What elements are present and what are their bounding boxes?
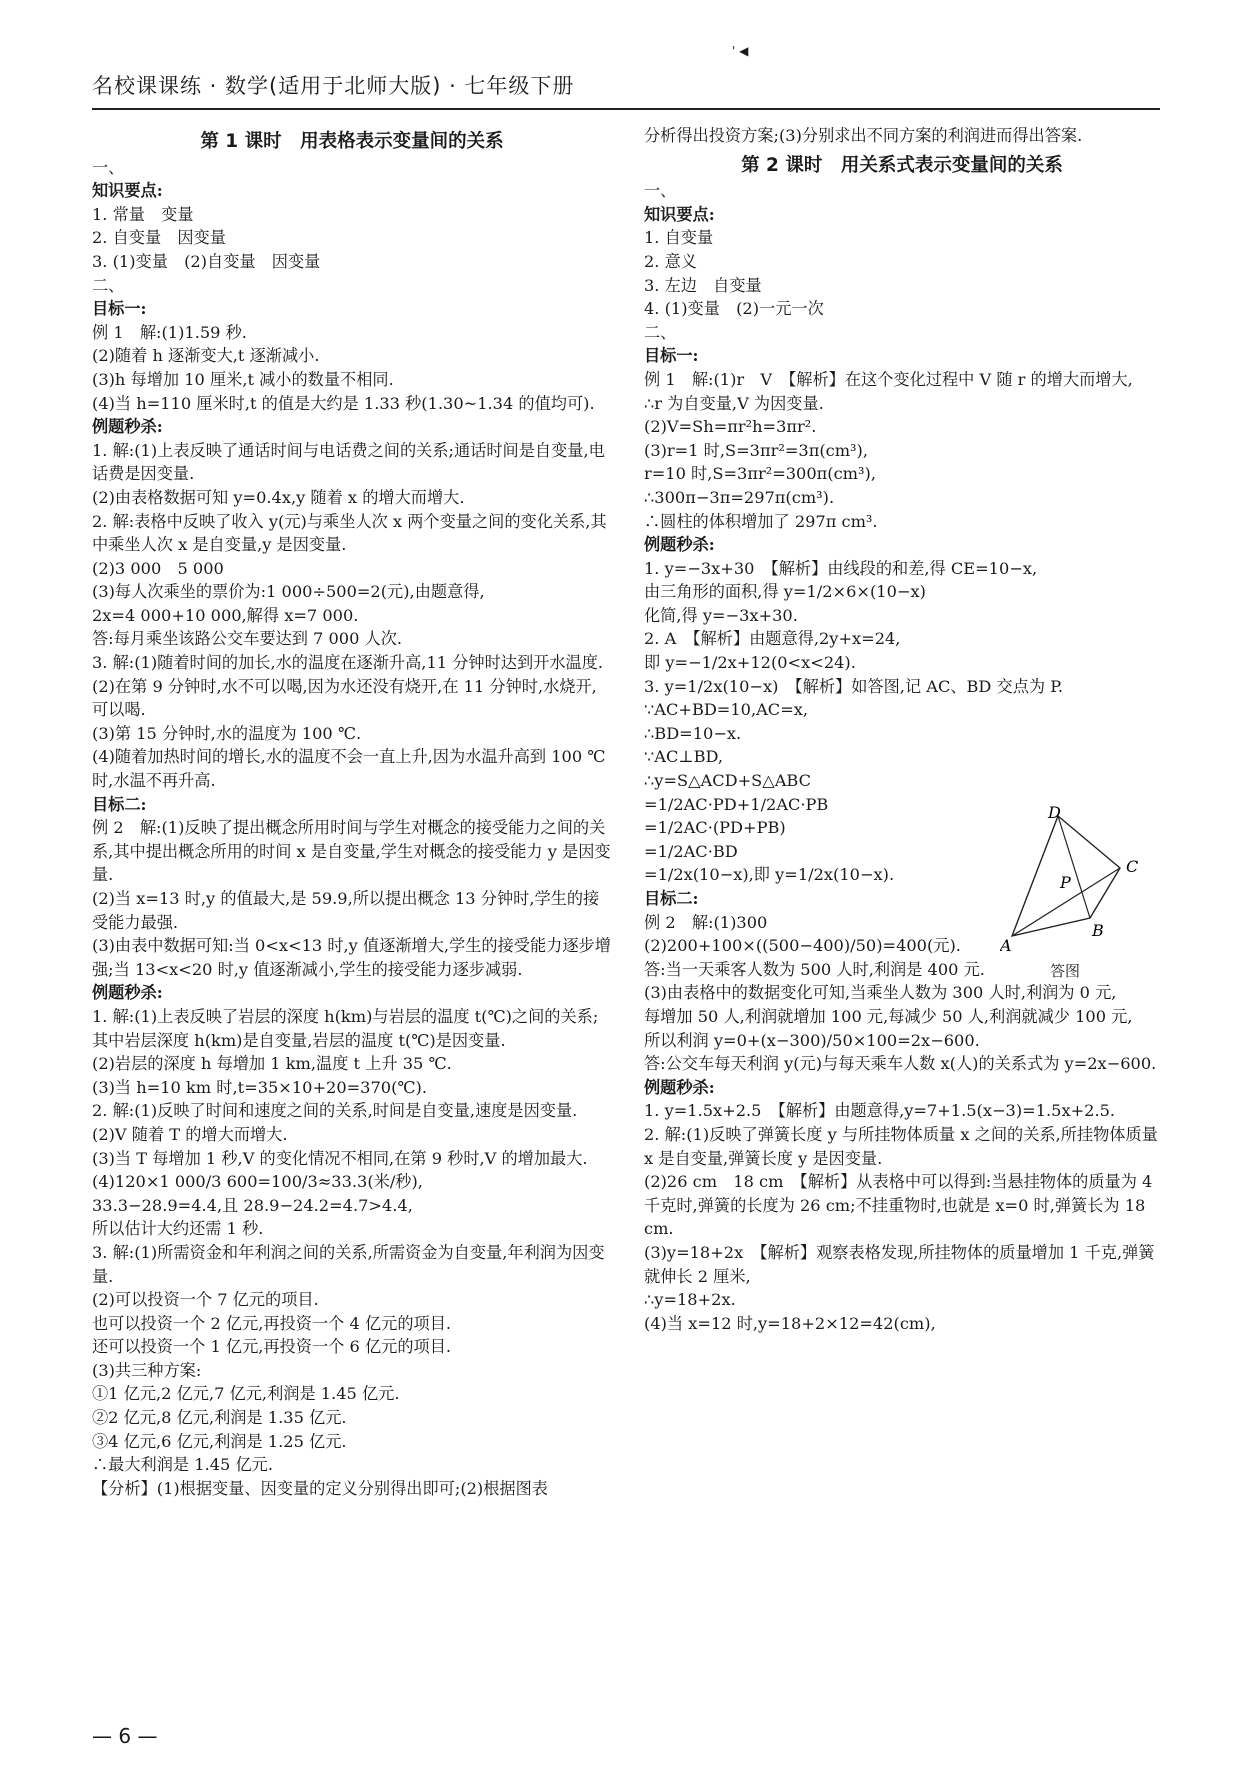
answer-line: 【分析】(1)根据变量、因变量的定义分别得出即可;(2)根据图表 — [92, 1478, 548, 1498]
answer-line: (3)h 每增加 10 厘米,t 减小的数量不相同. — [92, 369, 394, 389]
answer-line: (2)在第 9 分钟时,水不可以喝,因为水还没有烧开,在 11 分钟时,水烧开,可以喝. — [92, 676, 597, 720]
answer-line: 3. 解:(1)所需资金和年利润之间的关系,所需资金为自变量,年利润为因变量. — [92, 1242, 605, 1286]
answer-line: 例 2 解:(1)反映了提出概念所用时间与学生对概念的接受能力之间的关系,其中提出概念所用的时间 x 是自变量,学生对概念的接受能力 y 是因变量. — [92, 818, 611, 885]
answer-line: 例 1 解:(1)1.59 秒. — [92, 322, 247, 342]
label-p: P — [1060, 873, 1071, 892]
subheading: 例题秒杀: — [92, 983, 163, 1003]
answer-line: (4)当 h=110 厘米时,t 的值是大约是 1.33 秒(1.30~1.34 的值均可). — [92, 393, 595, 413]
diagonal-bd — [1058, 816, 1090, 918]
answer-line: (2)可以投资一个 7 亿元的项目. — [92, 1290, 319, 1310]
answer-line: (4)随着加热时间的增长,水的温度不会一直上升,因为水温升高到 100 ℃时,水温不再升高. — [92, 747, 606, 791]
answer-line: 答:当一天乘客人数为 500 人时,利润是 400 元. — [644, 959, 985, 979]
answer-figure — [1000, 806, 1160, 976]
answer-line: (4)120×1 000/3 600=100/3≈33.3(米/秒), — [92, 1172, 423, 1192]
right-column — [644, 124, 1160, 1335]
subheading: 目标二: — [644, 889, 699, 908]
answer-line: 2. 意义 — [644, 251, 697, 271]
header-marks: ' ◀ — [732, 44, 749, 58]
answer-line: 一、 — [644, 181, 677, 201]
answer-line: 所以利润 y=0+(x−300)/50×100=2x−600. — [644, 1030, 980, 1050]
answer-line: 即 y=−1/2x+12(0<x<24). — [644, 653, 856, 673]
answer-line: ∴300π−3π=297π(cm³). — [644, 487, 835, 507]
answer-line: =1/2AC·(PD+PB) — [644, 818, 786, 838]
figure-caption: 答图 — [1050, 962, 1081, 980]
label-b: B — [1092, 921, 1104, 940]
answer-line: (3)r=1 时,S=3πr²=3π(cm³), — [644, 440, 869, 460]
answer-line: (3)共三种方案: — [92, 1360, 202, 1380]
subheading: 例题秒杀: — [92, 417, 163, 437]
answer-line: 二、 — [92, 275, 125, 295]
answer-line: ∴y=S△ACD+S△ABC — [644, 771, 811, 791]
answer-line: ∵AC+BD=10,AC=x, — [644, 700, 809, 720]
answer-line: (2)200+100×((500−400)/50)=400(元). — [644, 936, 961, 956]
answer-line: 2x=4 000+10 000,解得 x=7 000. — [92, 605, 359, 625]
header-title: 名校课课练 · 数学(适用于北师大版) · 七年级下册 — [92, 74, 575, 98]
answer-line: (3)第 15 分钟时,水的温度为 100 ℃. — [92, 723, 362, 743]
answer-line: 也可以投资一个 2 亿元,再投资一个 4 亿元的项目. — [92, 1313, 452, 1333]
subheading: 目标二: — [92, 794, 147, 814]
subheading: 例题秒杀: — [644, 1077, 715, 1097]
section-title: 第 1 课时 用表格表示变量间的关系 — [200, 131, 504, 152]
answer-line: ∴圆柱的体积增加了 297π cm³. — [644, 511, 878, 531]
answer-line: 1. 常量 变量 — [92, 204, 194, 224]
answer-line: (3)y=18+2x 【解析】观察表格发现,所挂物体的质量增加 1 千克,弹簧就伸长 2 厘米, — [644, 1242, 1155, 1286]
answer-line: 每增加 50 人,利润就增加 100 元,每减少 50 人,利润就减少 100 元, — [644, 1006, 1133, 1026]
answer-line: 二、 — [644, 322, 677, 342]
answer-line: 2. 自变量 因变量 — [92, 228, 226, 248]
answer-line: 1. 解:(1)上表反映了通话时间与电话费之间的关系;通话时间是自变量,电话费是因变量. — [92, 440, 605, 484]
answer-line: 答:每月乘坐该路公交车要达到 7 000 人次. — [92, 629, 403, 649]
answer-line: ③4 亿元,6 亿元,利润是 1.25 亿元. — [92, 1431, 347, 1451]
label-c: C — [1126, 857, 1139, 876]
label-d: D — [1048, 806, 1061, 822]
answer-line: 4. (1)变量 (2)一元一次 — [644, 299, 824, 319]
answer-line: =1/2AC·BD — [644, 841, 738, 861]
answer-line: 由三角形的面积,得 y=1/2×6×(10−x) — [644, 582, 926, 602]
answer-line: (4)当 x=12 时,y=18+2×12=42(cm), — [644, 1313, 936, 1333]
left-column — [92, 124, 612, 1500]
answer-line: ∴y=18+2x. — [644, 1290, 736, 1310]
answer-line: ①1 亿元,2 亿元,7 亿元,利润是 1.45 亿元. — [92, 1384, 400, 1404]
answer-line: (3)当 h=10 km 时,t=35×10+20=370(℃). — [92, 1077, 427, 1097]
answer-line: 2. 解:(1)反映了时间和速度之间的关系,时间是自变量,速度是因变量. — [92, 1101, 578, 1121]
answer-line: (2)26 cm 18 cm 【解析】从表格中可以得到:当悬挂物体的质量为 4 千克时,弹簧的长度为 26 cm;不挂重物时,也就是 x=0 时,弹簧长为 18 cm. — [644, 1172, 1153, 1239]
answer-line: 化简,得 y=−3x+30. — [644, 605, 798, 625]
answer-line: 一、 — [92, 157, 125, 177]
answer-line: 2. 解:表格中反映了收入 y(元)与乘坐人次 x 两个变量之间的变化关系,其中乘坐人次 x 是自变量,y 是因变量. — [92, 511, 607, 555]
answer-line: 例 2 解:(1)300 — [644, 912, 768, 932]
subheading: 知识要点: — [92, 181, 163, 201]
answer-line: 1. y=1.5x+2.5 【解析】由题意得,y=7+1.5(x−3)=1.5x+2.5. — [644, 1101, 1116, 1121]
answer-line: 1. y=−3x+30 【解析】由线段的和差,得 CE=10−x, — [644, 558, 1038, 578]
answer-line: (2)岩层的深度 h 每增加 1 km,温度 t 上升 35 ℃. — [92, 1054, 452, 1074]
answer-line: r=10 时,S=3πr²=300π(cm³), — [644, 464, 876, 484]
answer-line: ∵AC⊥BD, — [644, 747, 724, 767]
subheading: 例题秒杀: — [644, 535, 715, 555]
answer-line: 2. 解:(1)反映了弹簧长度 y 与所挂物体质量 x 之间的关系,所挂物体质量 x 是自变量,弹簧长度 y 是因变量. — [644, 1124, 1158, 1168]
answer-line: 3. (1)变量 (2)自变量 因变量 — [92, 251, 321, 271]
answer-line: (2)随着 h 逐渐变大,t 逐渐减小. — [92, 346, 320, 366]
answer-line: =1/2AC·PD+1/2AC·PB — [644, 794, 829, 814]
answer-line: 还可以投资一个 1 亿元,再投资一个 6 亿元的项目. — [92, 1337, 452, 1357]
section-title: 第 2 课时 用关系式表示变量间的关系 — [741, 154, 1063, 176]
subheading: 目标一: — [92, 299, 147, 319]
quadrilateral-diagram — [1000, 806, 1160, 956]
answer-line: (3)每人次乘坐的票价为:1 000÷500=2(元),由题意得, — [92, 582, 485, 602]
answer-line: ②2 亿元,8 亿元,利润是 1.35 亿元. — [92, 1408, 347, 1428]
answer-line: 3. 左边 自变量 — [644, 275, 762, 295]
answer-line: 分析得出投资方案;(3)分别求出不同方案的利润进而得出答案. — [644, 126, 1083, 145]
answer-line: (2)当 x=13 时,y 的值最大,是 59.9,所以提出概念 13 分钟时,学生的接受能力最强. — [92, 889, 600, 932]
page-header — [92, 44, 1160, 110]
answer-line: 33.3−28.9=4.4,且 28.9−24.2=4.7>4.4, — [92, 1195, 413, 1215]
answer-line: 1. 解:(1)上表反映了岩层的深度 h(km)与岩层的温度 t(℃)之间的关系;其中岩层深度 h(km)是自变量,岩层的温度 t(℃)是因变量. — [92, 1006, 599, 1050]
label-a: A — [1000, 936, 1012, 955]
answer-line: 2. A 【解析】由题意得,2y+x=24, — [644, 629, 901, 649]
answer-line: (3)由表格中的数据变化可知,当乘坐人数为 300 人时,利润为 0 元, — [644, 983, 1117, 1003]
answer-line: (2)V=Sh=πr²h=3πr². — [644, 417, 817, 437]
page-number: — 6 — — [92, 1724, 158, 1748]
answer-line: (2)V 随着 T 的增大而增大. — [92, 1124, 288, 1144]
answer-line: 3. 解:(1)随着时间的加长,水的温度在逐渐升高,11 分钟时达到开水温度. — [92, 653, 604, 673]
answer-line: 1. 自变量 — [644, 228, 714, 248]
answer-line: 答:公交车每天利润 y(元)与每天乘车人数 x(人)的关系式为 y=2x−600. — [644, 1054, 1157, 1074]
answer-line: 例 1 解:(1)r V 【解析】在这个变化过程中 V 随 r 的增大而增大, — [644, 369, 1133, 389]
subheading: 目标一: — [644, 346, 699, 366]
answer-line: ∴r 为自变量,V 为因变量. — [644, 393, 824, 413]
answer-line: ∴BD=10−x. — [644, 723, 742, 743]
answer-line: (2)由表格数据可知 y=0.4x,y 随着 x 的增大而增大. — [92, 487, 465, 507]
answer-line: (2)3 000 5 000 — [92, 558, 224, 578]
subheading: 知识要点: — [644, 204, 715, 224]
answer-line: ∴最大利润是 1.45 亿元. — [92, 1455, 273, 1475]
answer-line: (3)当 T 每增加 1 秒,V 的变化情况不相同,在第 9 秒时,V 的增加最大. — [92, 1148, 588, 1168]
answer-line: 所以估计大约还需 1 秒. — [92, 1219, 264, 1239]
answer-line: (3)由表中数据可知:当 0<x<13 时,y 值逐渐增大,学生的接受能力逐步增强;当 13<x<20 时,y 值逐渐减小,学生的接受能力逐步减弱. — [92, 936, 611, 979]
answer-line: =1/2x(10−x),即 y=1/2x(10−x). — [644, 865, 895, 885]
answer-line: 3. y=1/2x(10−x) 【解析】如答图,记 AC、BD 交点为 P. — [644, 676, 1064, 696]
